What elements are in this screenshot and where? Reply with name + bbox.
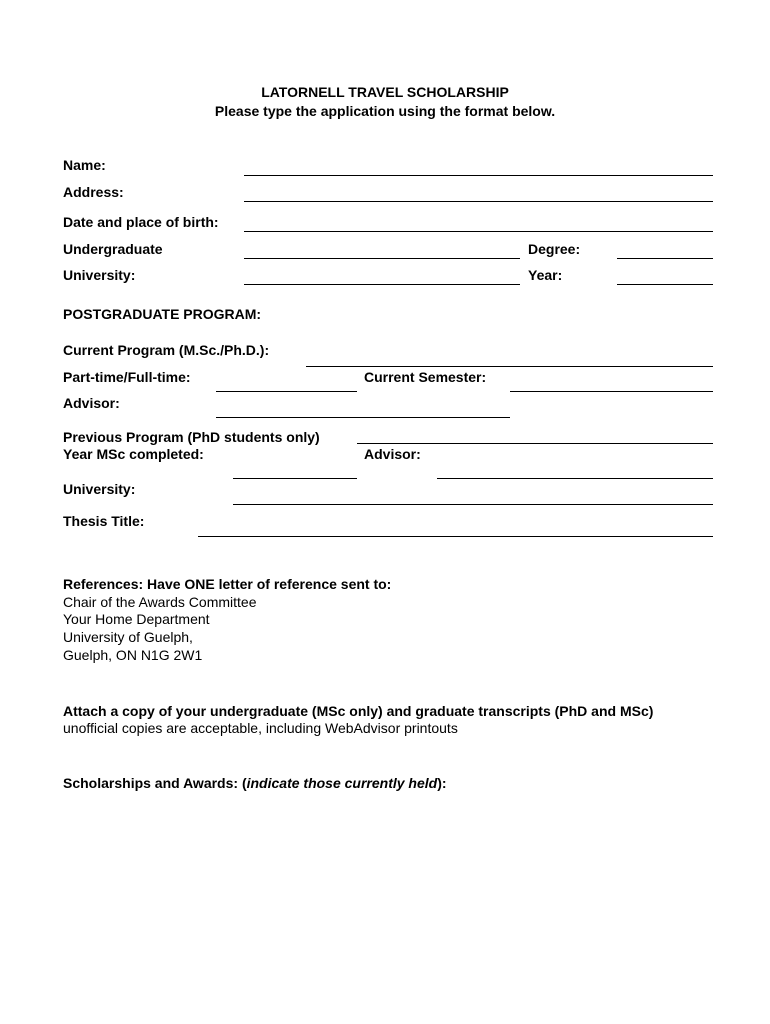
previous-program-field[interactable]	[357, 426, 713, 444]
undergrad-label: Undergraduate	[63, 241, 163, 257]
degree-label: Degree:	[528, 241, 581, 257]
form-title: LATORNELL TRAVEL SCHOLARSHIP	[261, 84, 509, 100]
reference-address-line: Your Home Department	[63, 611, 210, 627]
transcripts-note: unofficial copies are acceptable, including WebAdvisor printouts	[63, 720, 458, 736]
birth-label: Date and place of birth:	[63, 214, 219, 230]
name-field[interactable]	[244, 158, 713, 176]
degree-field[interactable]	[617, 241, 713, 259]
university-field[interactable]	[244, 267, 520, 285]
address-label: Address:	[63, 184, 124, 200]
awards-label	[63, 775, 447, 792]
current-semester-field[interactable]	[510, 374, 713, 392]
awards-label-italic: indicate those currently held	[246, 775, 438, 791]
prev-university-label: University:	[63, 481, 136, 497]
year-msc-field[interactable]	[233, 461, 357, 479]
reference-address-line: Chair of the Awards Committee	[63, 594, 257, 610]
reference-address-line: Guelph, ON N1G 2W1	[63, 647, 203, 663]
year-label: Year:	[528, 267, 563, 283]
awards-label-end: ):	[437, 775, 447, 791]
current-program-field[interactable]	[306, 349, 713, 367]
current-semester-label: Current Semester:	[364, 369, 487, 385]
university-label: University:	[63, 267, 136, 283]
prev-advisor-field[interactable]	[437, 461, 713, 479]
advisor-label: Advisor:	[63, 395, 120, 411]
parttime-field[interactable]	[216, 374, 357, 392]
reference-address-line: University of Guelph,	[63, 629, 193, 645]
parttime-label: Part-time/Full-time:	[63, 369, 191, 385]
awards-field[interactable]	[63, 800, 713, 990]
prev-advisor-label: Advisor:	[364, 446, 421, 462]
birth-field[interactable]	[244, 214, 713, 232]
thesis-field[interactable]	[198, 519, 713, 537]
thesis-label: Thesis Title:	[63, 513, 145, 529]
undergrad-field[interactable]	[244, 241, 520, 259]
current-program-label: Current Program (M.Sc./Ph.D.):	[63, 342, 270, 358]
transcripts-heading: Attach a copy of your undergraduate (MSc only) and graduate transcripts (PhD and MSc)	[63, 703, 654, 719]
advisor-field[interactable]	[216, 400, 510, 418]
awards-label-start: Scholarships and Awards: (	[63, 775, 247, 791]
previous-program-label: Previous Program (PhD students only)	[63, 429, 320, 445]
postgrad-heading: POSTGRADUATE PROGRAM:	[63, 306, 262, 322]
year-msc-label: Year MSc completed:	[63, 446, 204, 462]
references-heading: References: Have ONE letter of reference sent to:	[63, 576, 392, 592]
name-label: Name:	[63, 157, 106, 173]
year-field[interactable]	[617, 267, 713, 285]
prev-university-field[interactable]	[233, 487, 713, 505]
address-field[interactable]	[244, 184, 713, 202]
form-subtitle: Please type the application using the format below.	[214, 103, 556, 119]
